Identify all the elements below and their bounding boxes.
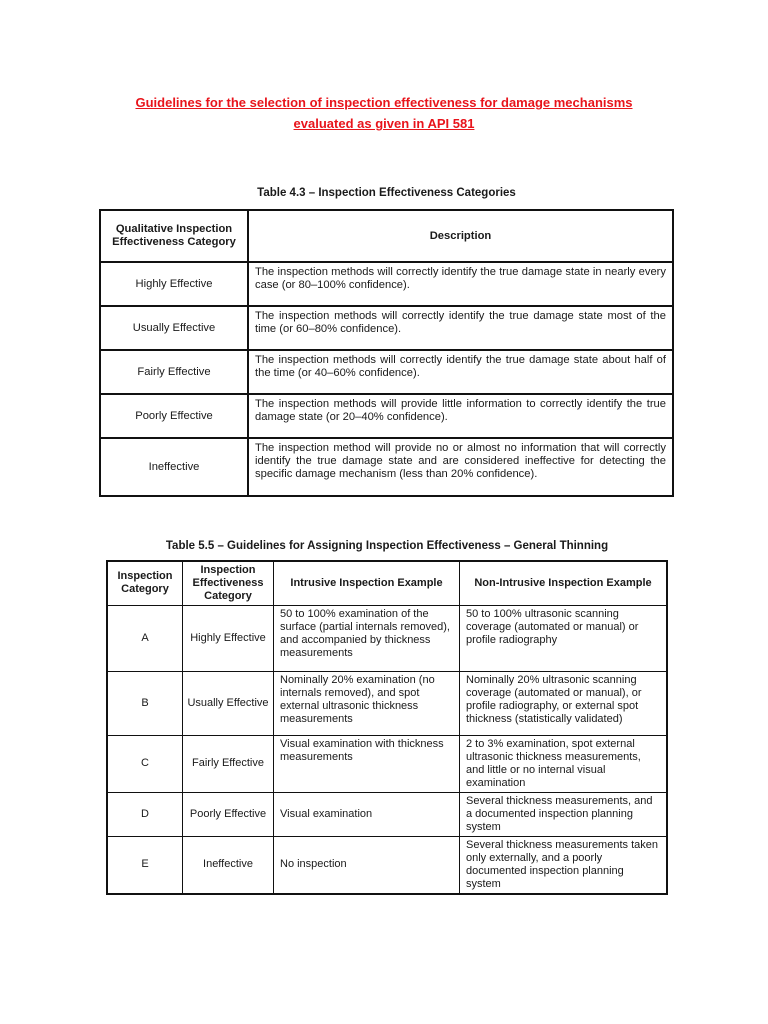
inspection-effectiveness-categories-table xyxy=(99,209,674,497)
non-intrusive-example-cell: Nominally 20% ultrasonic scanning coverage (automated or manual), or profile radiography, or external spot thickness (statistically validated) xyxy=(460,671,668,735)
table-row xyxy=(100,262,673,306)
effectiveness-cell: Ineffective xyxy=(183,836,274,894)
table-row xyxy=(100,350,673,394)
inspection-category-cell: D xyxy=(107,792,183,836)
table-row xyxy=(107,836,667,894)
effectiveness-cell: Fairly Effective xyxy=(183,735,274,792)
document-heading xyxy=(60,92,708,134)
non-intrusive-example-cell: Several thickness measurements, and a documented inspection planning system xyxy=(460,792,668,836)
category-cell: Poorly Effective xyxy=(100,394,248,438)
intrusive-example-cell: 50 to 100% examination of the surface (partial internals removed), and accompanied by thickness measurements xyxy=(274,605,460,671)
effectiveness-cell: Usually Effective xyxy=(183,671,274,735)
non-intrusive-example-cell: Several thickness measurements taken only externally, and a poorly documented inspection planning system xyxy=(460,836,668,894)
description-cell: The inspection methods will correctly identify the true damage state most of the time (or 60–80% confidence). xyxy=(248,306,673,350)
table-row xyxy=(100,438,673,496)
table-row xyxy=(107,671,667,735)
intrusive-example-cell: Visual examination with thickness measurements xyxy=(274,735,460,792)
description-cell: The inspection methods will correctly identify the true damage state in nearly every case (or 80–100% confidence). xyxy=(248,262,673,306)
description-cell: The inspection methods will correctly identify the true damage state about half of the time (or 40–60% confidence). xyxy=(248,350,673,394)
table-row xyxy=(100,306,673,350)
table-5-5-caption: Table 5.5 – Guidelines for Assigning Inspection Effectiveness – General Thinning xyxy=(165,540,609,552)
category-cell: Usually Effective xyxy=(100,306,248,350)
inspection-category-cell: C xyxy=(107,735,183,792)
description-cell: The inspection methods will provide little information to correctly identify the true damage state (or 20–40% confidence). xyxy=(248,394,673,438)
column-header: Intrusive Inspection Example xyxy=(274,561,460,605)
category-cell: Ineffective xyxy=(100,438,248,496)
inspection-category-cell: B xyxy=(107,671,183,735)
intrusive-example-cell: Nominally 20% examination (no internals removed), and spot external ultrasonic thickness measurements xyxy=(274,671,460,735)
category-cell: Fairly Effective xyxy=(100,350,248,394)
intrusive-example-cell: Visual examination xyxy=(274,792,460,836)
column-header: Description xyxy=(248,210,673,262)
column-header: Non-Intrusive Inspection Example xyxy=(460,561,668,605)
table-row xyxy=(107,605,667,671)
column-header: Inspection Effectiveness Category xyxy=(183,561,274,605)
heading-line-1: Guidelines for the selection of inspection effectiveness for damage mechanisms xyxy=(135,95,633,110)
column-header: Inspection Category xyxy=(107,561,183,605)
non-intrusive-example-cell: 2 to 3% examination, spot external ultrasonic thickness measurements, and little or no internal visual examination xyxy=(460,735,668,792)
heading-line-2: evaluated as given in API 581 xyxy=(293,116,475,131)
effectiveness-cell: Poorly Effective xyxy=(183,792,274,836)
inspection-category-cell: E xyxy=(107,836,183,894)
table-4-3-caption: Table 4.3 – Inspection Effectiveness Categories xyxy=(257,187,516,199)
table-row xyxy=(100,394,673,438)
column-header: Qualitative Inspection Effectiveness Category xyxy=(100,210,248,262)
effectiveness-cell: Highly Effective xyxy=(183,605,274,671)
inspection-category-cell: A xyxy=(107,605,183,671)
table-row xyxy=(107,792,667,836)
general-thinning-guidelines-table xyxy=(106,560,668,895)
description-cell: The inspection method will provide no or almost no information that will correctly identify the true damage state and are considered ineffective for detecting the specific damage mechanism (less than 20% confidence). xyxy=(248,438,673,496)
non-intrusive-example-cell: 50 to 100% ultrasonic scanning coverage (automated or manual) or profile radiography xyxy=(460,605,668,671)
category-cell: Highly Effective xyxy=(100,262,248,306)
table-row xyxy=(107,735,667,792)
intrusive-example-cell: No inspection xyxy=(274,836,460,894)
